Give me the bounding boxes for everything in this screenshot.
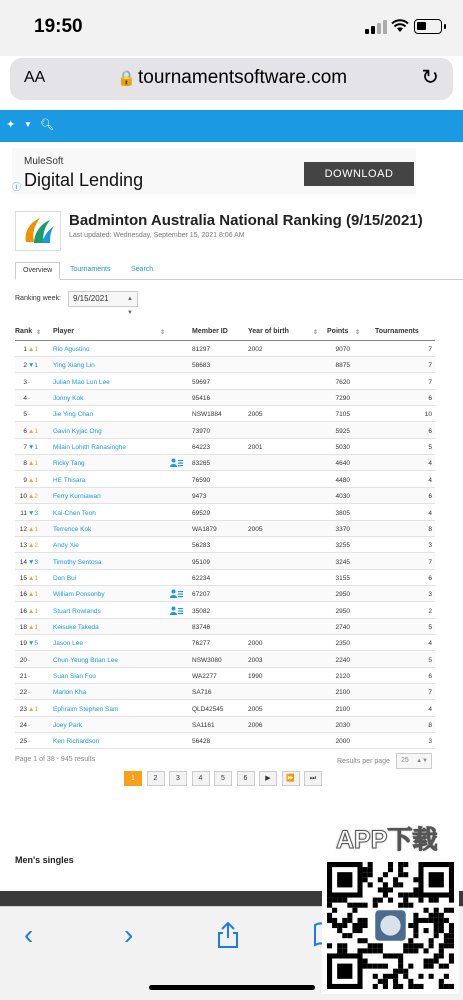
- points-cell: 2030: [335, 722, 350, 730]
- player-link[interactable]: Don Bui: [53, 574, 77, 582]
- player-link[interactable]: Milain Lohith Ranasinghe: [53, 444, 126, 452]
- url-text[interactable]: tournamentsoftware.com: [138, 67, 348, 88]
- header-tournaments[interactable]: Tournaments: [375, 328, 419, 335]
- player-link[interactable]: Julian Mao Lun Lee: [53, 378, 110, 386]
- organization-logo: [15, 211, 61, 251]
- member-id-cell: 56283: [192, 542, 211, 550]
- member-id-cell: 76277: [192, 640, 211, 648]
- member-id-cell: SA716: [192, 689, 212, 697]
- member-id-cell: 69529: [192, 509, 211, 517]
- member-id-cell: WA2277: [192, 673, 217, 680]
- year-of-birth-cell: 2003: [248, 656, 263, 664]
- ad-download-button[interactable]: DOWNLOAD: [304, 162, 414, 186]
- table-row: [15, 619, 435, 635]
- signal-icon: [365, 20, 387, 34]
- site-nav-bar: [0, 110, 463, 142]
- points-cell: 4480: [335, 476, 350, 484]
- last-updated: Last updated: Wednesday, September 15, 2021 8:06 AM: [69, 232, 245, 239]
- page-button[interactable]: 2: [147, 771, 165, 786]
- points-cell: 2950: [335, 607, 350, 615]
- tournaments-cell: 4: [428, 705, 432, 713]
- player-link[interactable]: Ferry Kurniawan: [53, 493, 101, 501]
- player-link[interactable]: Ying Xiang Lin: [53, 362, 95, 370]
- sort-icon[interactable]: ⇕: [313, 330, 319, 336]
- table-row: [15, 357, 435, 373]
- year-of-birth-cell: 2001: [248, 444, 263, 452]
- rank-cell: 16: [19, 591, 27, 599]
- table-row: [15, 439, 435, 455]
- tournaments-cell: 3: [428, 738, 432, 746]
- rank-cell: 8: [23, 460, 27, 468]
- reload-icon[interactable]: ↻: [421, 66, 439, 89]
- member-id-cell: 64223: [192, 444, 211, 452]
- tournaments-cell: 7: [428, 689, 432, 697]
- page-button[interactable]: 4: [192, 771, 210, 786]
- table-row: [15, 668, 435, 684]
- table-row: [15, 635, 435, 651]
- chevron-down-icon: ▲▼: [416, 758, 428, 764]
- year-of-birth-cell: 2002: [248, 346, 263, 353]
- header-year-of-birth[interactable]: Year of birth: [248, 328, 289, 335]
- member-id-cell: 62234: [192, 574, 211, 582]
- player-link[interactable]: Ricky Tang: [53, 460, 85, 468]
- rank-cell: 12: [19, 525, 27, 533]
- tournaments-cell: 7: [428, 346, 432, 353]
- rank-change: ▼1: [28, 444, 39, 452]
- rank-change: ▲1: [28, 607, 39, 615]
- tournaments-cell: 6: [428, 574, 432, 582]
- points-cell: 4030: [335, 493, 350, 501]
- tournaments-cell: 7: [428, 378, 432, 386]
- rank-cell: 24: [19, 722, 27, 730]
- header-rank[interactable]: Rank: [15, 328, 33, 335]
- rank-change: ▲1: [28, 346, 39, 353]
- player-link[interactable]: Timothy Sentosa: [53, 558, 102, 566]
- rank-change: -: [28, 395, 31, 403]
- points-cell: 7620: [335, 378, 350, 386]
- rank-change: ▼3: [28, 509, 39, 517]
- rank-cell: 20: [19, 656, 27, 664]
- player-link[interactable]: Jason Lee: [53, 640, 83, 648]
- points-cell: 2120: [335, 673, 350, 680]
- tournaments-cell: 6: [428, 395, 432, 403]
- rank-change: -: [28, 378, 31, 386]
- points-cell: 2740: [335, 623, 350, 631]
- points-cell: 3370: [335, 525, 350, 533]
- rank-cell: 18: [19, 623, 27, 631]
- rank-change: -: [28, 722, 31, 730]
- tournaments-cell: 4: [428, 509, 432, 517]
- member-id-cell: 95416: [192, 395, 211, 403]
- player-link[interactable]: Gavin Kyjac Ong: [53, 427, 102, 435]
- member-id-cell: NSW1884: [192, 411, 222, 419]
- player-link[interactable]: Jie Ying Chan: [53, 411, 94, 419]
- rank-change: ▲1: [28, 460, 39, 468]
- tab-bar: [15, 262, 463, 280]
- rank-change: -: [28, 738, 31, 746]
- rank-change: ▲1: [28, 623, 39, 631]
- table-row: [15, 423, 435, 439]
- tournaments-cell: 3: [428, 591, 432, 599]
- player-link[interactable]: William Ponsonby: [53, 591, 105, 599]
- player-link[interactable]: Stuart Rowlands: [53, 607, 101, 615]
- rank-cell: 13: [19, 542, 27, 550]
- search-icon[interactable]: 🔍︎: [40, 119, 54, 131]
- forward-icon[interactable]: ›: [124, 919, 134, 950]
- rank-cell: 7: [23, 444, 27, 452]
- points-cell: 2350: [335, 640, 350, 648]
- rank-change: -: [28, 656, 31, 664]
- rank-change: ▼3: [28, 558, 39, 566]
- member-id-cell: 73970: [192, 427, 211, 435]
- pager-nav-button[interactable]: ⏭: [304, 771, 322, 786]
- table-row: [15, 684, 435, 700]
- ad-info-icon[interactable]: ⓘ: [12, 182, 22, 192]
- rank-change: ▲1: [28, 705, 39, 713]
- page-button[interactable]: 5: [214, 771, 232, 786]
- tournaments-cell: 4: [428, 476, 432, 484]
- pager-nav-button[interactable]: ▶: [259, 771, 277, 786]
- table-row: [15, 554, 435, 570]
- ad-headline: Digital Lending: [24, 170, 144, 190]
- member-id-cell: SA1161: [192, 722, 215, 730]
- home-indicator: [149, 985, 315, 990]
- tournaments-cell: 5: [428, 656, 432, 664]
- rank-change: ▼1: [28, 362, 39, 370]
- page-title: Badminton Australia National Ranking (9/15/2021): [69, 212, 423, 229]
- rank-cell: 10: [19, 493, 27, 501]
- rank-change: ▲2: [28, 542, 39, 550]
- clock: 19:50: [34, 16, 83, 37]
- profile-icon[interactable]: [170, 458, 183, 469]
- points-cell: 5030: [335, 444, 350, 452]
- table-row: [15, 406, 435, 422]
- table-row: [15, 374, 435, 390]
- chevron-down-icon: ▲ ▼: [127, 296, 133, 316]
- profile-icon[interactable]: [170, 606, 183, 617]
- results-per-page-label: Results per page: [337, 758, 390, 765]
- member-id-cell: 83265: [192, 460, 211, 468]
- page-button[interactable]: 3: [169, 771, 187, 786]
- header-player[interactable]: Player: [53, 328, 75, 335]
- points-cell: 3805: [335, 509, 350, 517]
- profile-icon[interactable]: [170, 589, 183, 600]
- tournaments-cell: 4: [428, 460, 432, 468]
- rank-cell: 16: [19, 607, 27, 615]
- tournaments-cell: 7: [428, 362, 432, 370]
- rank-cell: 9: [23, 476, 27, 484]
- results-per-page-value: 25: [401, 757, 409, 764]
- player-link[interactable]: Suan Sian Foo: [53, 673, 97, 680]
- ad-brand: MuleSoft: [24, 156, 64, 167]
- ranking-week-select[interactable]: [68, 291, 138, 316]
- tournaments-cell: 4: [428, 640, 432, 648]
- points-cell: 2000: [335, 738, 350, 746]
- points-cell: 3255: [335, 542, 350, 550]
- player-link[interactable]: Keisuke Takeda: [53, 623, 99, 631]
- points-cell: 2100: [335, 705, 350, 713]
- player-link[interactable]: Andy Xie: [53, 542, 80, 550]
- rank-change: ▲1: [28, 591, 39, 599]
- member-id-cell: WA1879: [192, 525, 217, 533]
- points-cell: 2950: [335, 591, 350, 599]
- table-row: [15, 652, 435, 668]
- member-id-cell: 9473: [192, 493, 207, 501]
- table-row: [15, 603, 435, 619]
- tournaments-cell: 6: [428, 493, 432, 501]
- table-row: [15, 717, 435, 733]
- points-cell: 7105: [335, 411, 350, 419]
- rank-change: ▲1: [28, 574, 39, 582]
- year-of-birth-cell: 1990: [248, 673, 263, 680]
- rank-change: ▲1: [28, 476, 39, 484]
- back-icon[interactable]: ‹: [24, 919, 34, 950]
- pagination-summary: Page 1 of 38 - 945 results: [15, 756, 96, 763]
- sort-icon[interactable]: ⇕: [160, 330, 166, 336]
- rank-cell: 19: [19, 640, 27, 648]
- table-row: [15, 537, 435, 553]
- member-id-cell: 56428: [192, 738, 211, 746]
- rank-change: ▼5: [28, 640, 39, 648]
- rank-cell: 14: [19, 558, 27, 566]
- table-row: [15, 488, 435, 504]
- address-bar[interactable]: [10, 58, 453, 100]
- player-link[interactable]: Ken Richardson: [53, 738, 100, 746]
- lock-icon: 🔒: [117, 70, 136, 87]
- sort-icon[interactable]: ⇕: [36, 330, 42, 336]
- points-cell: 4640: [335, 460, 350, 468]
- section-heading: Men's singles: [15, 855, 74, 865]
- sort-icon[interactable]: ⇕: [355, 330, 361, 336]
- rank-change: -: [28, 411, 31, 419]
- rank-change: -: [28, 673, 31, 680]
- share-icon[interactable]: [216, 921, 240, 956]
- rank-cell: 3: [23, 378, 27, 386]
- advertisement[interactable]: [12, 148, 416, 194]
- member-id-cell: 81297: [192, 346, 211, 353]
- player-link[interactable]: Ephraim Stephen Sam: [53, 705, 119, 713]
- points-cell: 9070: [335, 346, 350, 353]
- tab-tournaments[interactable]: Tournaments: [70, 266, 111, 273]
- points-cell: 7290: [335, 395, 350, 403]
- page-button[interactable]: 6: [237, 771, 255, 786]
- table-row: [15, 455, 435, 471]
- player-link[interactable]: Marlon Kha: [53, 689, 87, 697]
- rank-cell: 4: [23, 395, 27, 403]
- member-id-cell: QLD42545: [192, 705, 224, 713]
- tournaments-cell: 8: [428, 722, 432, 730]
- year-of-birth-cell: 2005: [248, 525, 263, 533]
- battery-icon: [414, 19, 442, 34]
- header-member-id[interactable]: Member ID: [192, 328, 228, 335]
- table-row: [15, 390, 435, 406]
- member-id-cell: NSW3080: [192, 656, 222, 664]
- rank-cell: 25: [19, 738, 27, 746]
- table-row: [15, 505, 435, 521]
- ranking-week-label: Ranking week:: [15, 295, 61, 302]
- year-of-birth-cell: 2000: [248, 640, 263, 648]
- rank-change: ▲2: [28, 493, 39, 501]
- tournaments-cell: 2: [428, 607, 432, 615]
- table-row: [15, 341, 435, 357]
- rank-cell: 1: [23, 346, 27, 353]
- points-cell: 2240: [335, 656, 350, 664]
- chevron-down-icon[interactable]: ▼: [24, 120, 32, 129]
- status-bar: [0, 0, 463, 56]
- points-cell: 3245: [335, 558, 350, 566]
- rank-cell: 21: [19, 673, 27, 680]
- rank-cell: 15: [19, 574, 27, 582]
- member-id-cell: 58683: [192, 362, 211, 370]
- member-id-cell: 67207: [192, 591, 211, 599]
- year-of-birth-cell: 2005: [248, 705, 263, 713]
- tournaments-cell: 5: [428, 444, 432, 452]
- rank-cell: 23: [19, 705, 27, 713]
- player-link[interactable]: Rio Agustino: [53, 346, 90, 353]
- table-row: [15, 586, 435, 602]
- header-points[interactable]: Points: [327, 328, 349, 335]
- tournaments-cell: 6: [428, 673, 432, 680]
- year-of-birth-cell: 2006: [248, 722, 263, 730]
- player-link[interactable]: Joey Park: [53, 722, 82, 730]
- text-size-button[interactable]: AA: [24, 69, 46, 86]
- tab-search[interactable]: Search: [131, 266, 154, 273]
- app-download-watermark: APP下载: [336, 826, 438, 854]
- player-link[interactable]: Chun Yeung Brian Lee: [53, 656, 119, 664]
- player-link[interactable]: Jonny Kok: [53, 395, 84, 403]
- rank-cell: 6: [23, 427, 27, 435]
- player-link[interactable]: Terrence Kok: [53, 525, 92, 533]
- tournaments-cell: 7: [428, 558, 432, 566]
- results-per-page-select[interactable]: [396, 753, 432, 769]
- player-link[interactable]: HE Thisara: [53, 476, 86, 484]
- rank-change: -: [28, 689, 31, 697]
- table-row: [15, 733, 435, 749]
- points-cell: 2100: [335, 689, 350, 697]
- table-row: [15, 521, 435, 537]
- page-button[interactable]: 1: [124, 771, 142, 786]
- qr-code: [322, 857, 459, 994]
- wifi-icon: [391, 18, 409, 38]
- member-id-cell: 95109: [192, 558, 211, 566]
- pager-nav-button[interactable]: ⏩: [282, 771, 300, 786]
- ranking-week-value: 9/15/2021: [73, 294, 109, 303]
- tournaments-cell: 3: [428, 542, 432, 550]
- points-cell: 8875: [335, 362, 350, 370]
- rank-change: ▲1: [28, 427, 39, 435]
- year-of-birth-cell: 2005: [248, 411, 263, 419]
- rank-cell: 22: [19, 689, 27, 697]
- member-id-cell: 35082: [192, 607, 211, 615]
- tournaments-cell: 5: [428, 623, 432, 631]
- member-id-cell: 59697: [192, 378, 211, 386]
- tournaments-cell: 6: [428, 427, 432, 435]
- points-cell: 5925: [335, 427, 350, 435]
- table-row: [15, 472, 435, 488]
- rank-cell: 5: [23, 411, 27, 419]
- table-row: [15, 570, 435, 586]
- points-cell: 3155: [335, 574, 350, 582]
- menu-icon[interactable]: ✦: [6, 119, 16, 131]
- rank-cell: 11: [20, 509, 27, 517]
- table-row: [15, 701, 435, 717]
- tournaments-cell: 8: [428, 525, 432, 533]
- member-id-cell: 76590: [192, 476, 211, 484]
- tournaments-cell: 10: [424, 411, 432, 419]
- rank-change: ▲1: [28, 525, 39, 533]
- tab-overview[interactable]: Overview: [15, 262, 60, 280]
- member-id-cell: 83746: [192, 623, 211, 631]
- rank-cell: 2: [23, 362, 27, 370]
- table-header: [15, 328, 435, 338]
- player-link[interactable]: Kai-Chen Teoh: [53, 509, 96, 517]
